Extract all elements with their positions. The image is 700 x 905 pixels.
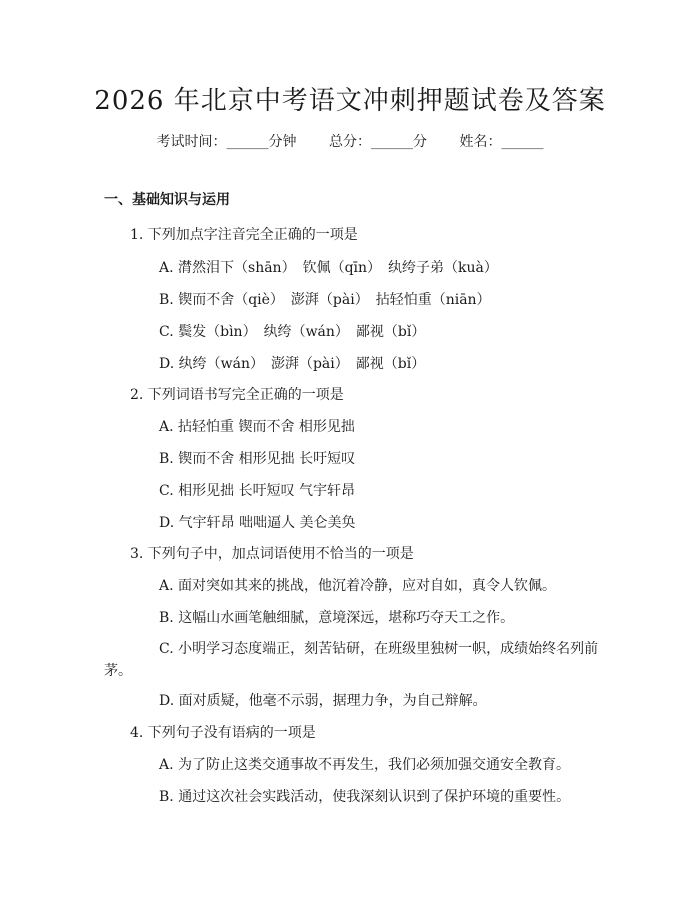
option-d: D. 气宇轩昂 咄咄逼人 美仑美奂 [159,515,356,531]
option-c: C. 相形见拙 长吁短叹 气宇轩昂 [159,483,356,499]
option-a: A. 为了防止这类交通事故不再发生，我们必须加强交通安全教育。 [159,757,571,773]
exam-time-field: 考试时间：______分钟 [156,134,297,150]
exam-title: 2026 年北京中考语文冲刺押题试卷及答案 [94,86,606,116]
student-name-field: 姓名：______ [459,134,544,150]
option-d: D. 面对质疑，他毫不示弱，据理力争，为自己辩解。 [159,693,487,709]
option-d: D. 纨绔（wán） 澎湃（pài） 鄙视（bǐ） [159,356,426,372]
option-a: A. 面对突如其来的挑战，他沉着冷静，应对自如，真令人钦佩。 [159,578,557,594]
option-b: B. 锲而不舍 相形见拙 长吁短叹 [159,451,356,467]
option-a: A. 拈轻怕重 锲而不舍 相形见拙 [159,419,355,435]
option-c: C. 鬓发（bìn） 纨绔（wán） 鄙视（bǐ） [159,324,426,340]
option-b: B. 通过这次社会实践活动，使我深刻认识到了保护环境的重要性。 [159,789,571,805]
question-stem: 3. 下列句子中，加点词语使用不恰当的一项是 [130,546,414,562]
exam-meta [0,131,700,151]
question-stem: 1. 下列加点字注音完全正确的一项是 [130,227,358,243]
total-score-field: 总分：______分 [329,134,427,150]
section-heading: 一、基础知识与运用 [104,192,230,208]
option-c: C. 小明学习态度端正，刻苦钻研，在班级里独树一帜，成绩始终名列前 [159,641,599,657]
question-stem: 4. 下列句子没有语病的一项是 [130,725,316,741]
question-stem: 2. 下列词语书写完全正确的一项是 [130,387,344,403]
option-b: B. 这幅山水画笔触细腻，意境深远，堪称巧夺天工之作。 [159,610,515,626]
option-b: B. 锲而不舍（qiè） 澎湃（pài） 拈轻怕重（niān） [159,292,491,308]
option-a: A. 潸然泪下（shān） 钦佩（qīn） 纨绔子弟（kuà） [159,260,498,276]
option-c-continuation: 茅。 [104,663,132,679]
